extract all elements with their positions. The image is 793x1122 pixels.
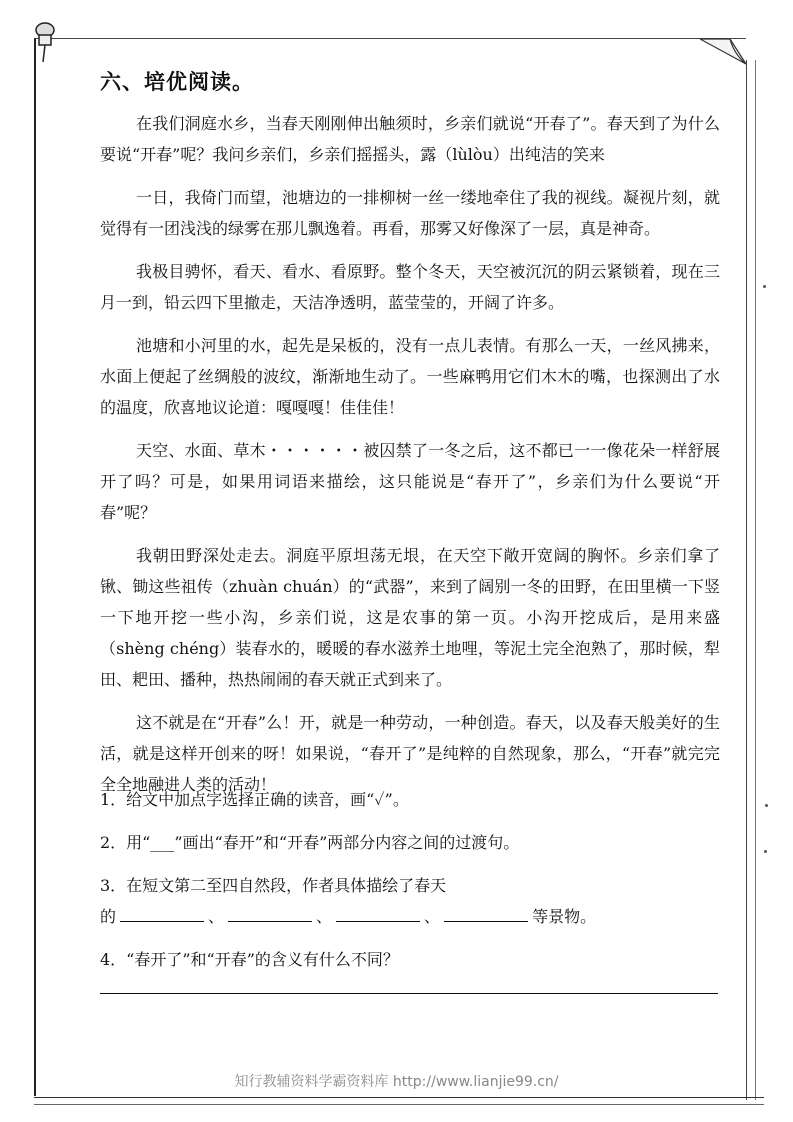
answer-blank-3[interactable] — [336, 903, 420, 922]
paragraph-2: 一日，我倚门而望，池塘边的一排柳树一丝一缕地牵住了我的视线。凝视片刻，就觉得有一团浅浅的绿雾在那儿飘逸着。再看，那雾又好像深了一层，真是神奇。 — [100, 188, 720, 238]
paragraph-1: 在我们洞庭水乡，当春天刚刚伸出触须时，乡亲们就说“开春了”。春天到了为什么要说“开春”呢？我问乡亲们，乡亲们摇摇头，露（lùlòu）出纯洁的笑来 — [100, 114, 720, 164]
question-4: 4．“春开了”和“开春”的含义有什么不同？ — [100, 950, 399, 969]
watermark: 知行教辅资料学霸资料库 http://www.lianjie99.cn/ — [234, 1074, 559, 1090]
paragraph-4: 池塘和小河里的水，起先是呆板的，没有一点儿表情。有那么一天，一丝风拂来，水面上便起了丝绸般的波纹，渐渐地生动了。一些麻鸭用它们木木的嘴，也探测出了水的温度，欣喜地议论道：嘎嘎嘎！佳佳佳！ — [100, 336, 720, 417]
paragraph-6: 我朝田野深处走去。洞庭平原坦荡无垠，在天空下敞开宽阔的胸怀。乡亲们拿了锹、锄这些祖传（zhuàn chuán）的“武器”，来到了阔别一冬的田野，在田里横一下竖一下地开挖一些小沟，乡亲们说，这是农事的第一页。小沟开挖成后，是用来盛（shèng chéng）装春水的，暖暖的春水滋养土地哩，等泥土完全泡熟了，那时候，犁田、耙田、播种，热热闹闹的春天就正式到来了。 — [100, 546, 720, 689]
question-2 — [100, 827, 720, 858]
push-pin-icon — [30, 20, 60, 64]
question-3 — [100, 870, 720, 932]
question-2-after: ”画出“春开”和“开春”两部分内容之间的过渡句。 — [174, 833, 520, 852]
question-1: 1．给文中加点字选择正确的读音，画“✓”。 — [100, 790, 409, 809]
scan-speck — [764, 850, 767, 853]
question-3-prefix: 的 — [100, 907, 117, 926]
paragraph-3: 我极目骋怀，看天、看水、看原野。整个冬天，天空被沉沉的阴云紧锁着，现在三月一到，铅云四下里撤走，天洁净透明，蓝莹莹的，开阔了许多。 — [100, 262, 720, 312]
paragraph-7: 这不就是在“开春”么！开，就是一种劳动，一种创造。春天，以及春天般美好的生活，就是这样开创来的呀！如果说，“春开了”是纯粹的自然现象，那么，“开春”就完完全全地融进人类的活动！ — [100, 713, 720, 794]
separator: 、 — [208, 907, 225, 926]
separator: 、 — [316, 907, 333, 926]
underline-sample: ___ — [150, 833, 175, 852]
answer-blank-1[interactable] — [120, 903, 204, 922]
question-3-line1: 3．在短文第二至四自然段，作者具体描绘了春天 — [100, 876, 447, 895]
question-list — [100, 784, 720, 987]
page-curl-icon — [700, 38, 748, 68]
question-2-before: 2．用“ — [100, 833, 151, 852]
reading-passage — [100, 108, 720, 812]
paragraph-5: 天空、水面、草木・・・・・・被囚禁了一冬之后，这不都已一一像花朵一样舒展开了吗？可是，如果用词语来描绘，这只能说是“春开了”，乡亲们为什么要说“开春”呢？ — [100, 441, 720, 522]
scan-speck — [763, 285, 766, 288]
answer-blank-2[interactable] — [228, 903, 312, 922]
page-edge-bottom — [34, 1097, 764, 1105]
separator: 、 — [424, 907, 441, 926]
question-3-suffix: 等景物。 — [532, 907, 597, 926]
section-title: 六、培优阅读。 — [100, 70, 254, 94]
answer-line[interactable] — [100, 993, 718, 994]
answer-blank-4[interactable] — [444, 903, 528, 922]
question-3-line2 — [100, 901, 720, 932]
scan-speck — [765, 804, 768, 807]
page-edge-right — [746, 60, 756, 1100]
